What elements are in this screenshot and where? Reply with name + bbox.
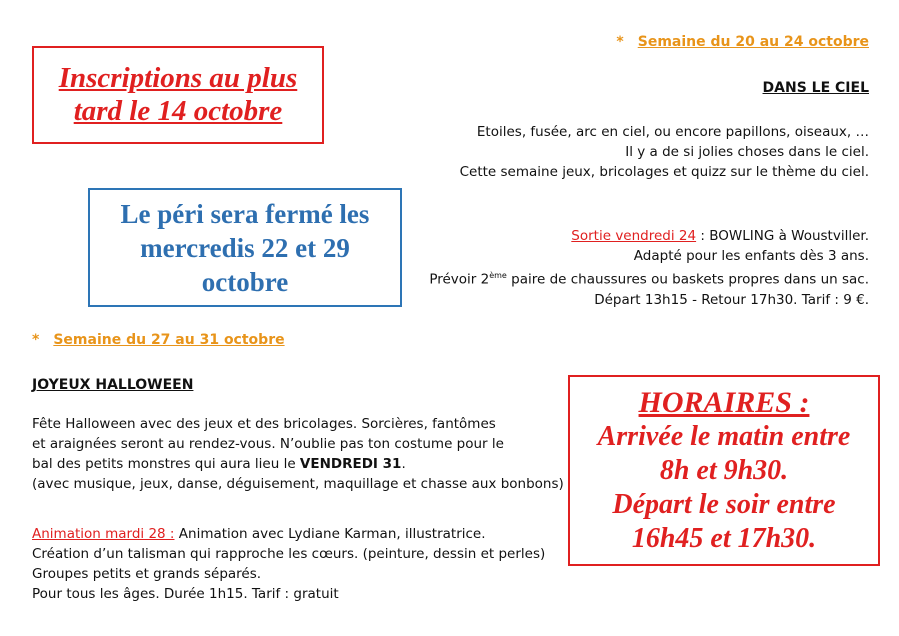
week2-desc-line3-post: . — [401, 456, 406, 472]
week2-desc-line3 — [32, 454, 572, 474]
week2-theme: JOYEUX HALLOWEEN — [32, 377, 194, 393]
hours-line1: Arrivée le matin entre — [597, 420, 851, 452]
week2-anim-label: Animation mardi 28 : — [32, 526, 175, 542]
week1-outing-line3-post: paire de chaussures ou baskets propres dans un sac. — [506, 271, 869, 288]
week2-description — [32, 414, 572, 494]
week2-label: Semaine du 27 au 31 octobre — [53, 332, 285, 348]
week1-outing-line3-pre: Prévoir 2 — [429, 271, 490, 288]
closed-notice-line1: Le péri sera fermé les — [120, 198, 370, 229]
week2-anim-line2: Création d’un talisman qui rapproche les cœurs. (peinture, dessin et perles) — [32, 546, 546, 562]
hours-line4: 16h45 et 17h30. — [631, 522, 817, 554]
week2-animation — [32, 524, 572, 604]
hours-box — [568, 375, 880, 566]
week1-outing-line2: Adapté pour les enfants dès 3 ans. — [633, 248, 869, 264]
week2-anim-line3: Groupes petits et grands séparés. — [32, 566, 262, 582]
week1-desc-line3: Cette semaine jeux, bricolages et quizz sur le thème du ciel. — [459, 164, 869, 180]
hours-line3: Départ le soir entre — [612, 488, 836, 520]
week1-theme: DANS LE CIEL — [762, 80, 869, 96]
week1-outing-line3 — [309, 266, 869, 290]
week2-star: * — [32, 332, 40, 348]
week1-star: * — [616, 34, 624, 50]
week1-label: Semaine du 20 au 24 octobre — [637, 34, 869, 50]
week2-desc-line3-pre: bal des petits monstres qui aura lieu le — [32, 456, 300, 472]
week1-outing-rest: : BOWLING à Woustviller. — [696, 228, 869, 244]
registration-notice-line1: Inscriptions au plus — [58, 62, 298, 94]
week2-desc-line2: et araignées seront au rendez-vous. N’oublie pas ton costume pour le — [32, 436, 504, 452]
week1-outing-label: Sortie vendredi 24 — [571, 228, 697, 244]
week1-outing-line1 — [309, 226, 869, 246]
week2-anim-line4: Pour tous les âges. Durée 1h15. Tarif : gratuit — [32, 586, 339, 602]
closed-notice-line2: mercredis 22 et 29 — [140, 232, 350, 263]
week1-desc-line1: Etoiles, fusée, arc en ciel, ou encore papillons, oiseaux, … — [476, 124, 869, 140]
closed-notice-line3: octobre — [201, 266, 289, 297]
registration-notice-text — [59, 62, 298, 128]
week2-desc-line4: (avec musique, jeux, danse, déguisement, maquillage et chasse aux bonbons) — [32, 476, 564, 492]
hours-line2: 8h et 9h30. — [659, 454, 789, 486]
week2-anim-line1 — [32, 524, 572, 544]
week1-outing-line4: Départ 13h15 - Retour 17h30. Tarif : 9 €. — [594, 291, 869, 308]
week1-heading — [616, 34, 869, 50]
week1-desc-line2: Il y a de si jolies choses dans le ciel. — [625, 144, 869, 160]
week2-heading — [32, 332, 285, 348]
hours-title: HORAIRES : — [638, 385, 810, 419]
registration-notice-line2: tard le 14 octobre — [73, 95, 283, 127]
week2-desc-line3-bold: VENDREDI 31 — [299, 456, 402, 472]
week1-outing — [309, 226, 869, 310]
week2-desc-line1: Fête Halloween avec des jeux et des bricolages. Sorcières, fantômes — [32, 416, 496, 432]
week2-anim-rest: Animation avec Lydiane Karman, illustratrice. — [174, 526, 486, 542]
registration-notice-box — [32, 46, 324, 144]
week1-description — [309, 122, 869, 182]
week1-outing-line3-sup: ème — [489, 271, 507, 280]
